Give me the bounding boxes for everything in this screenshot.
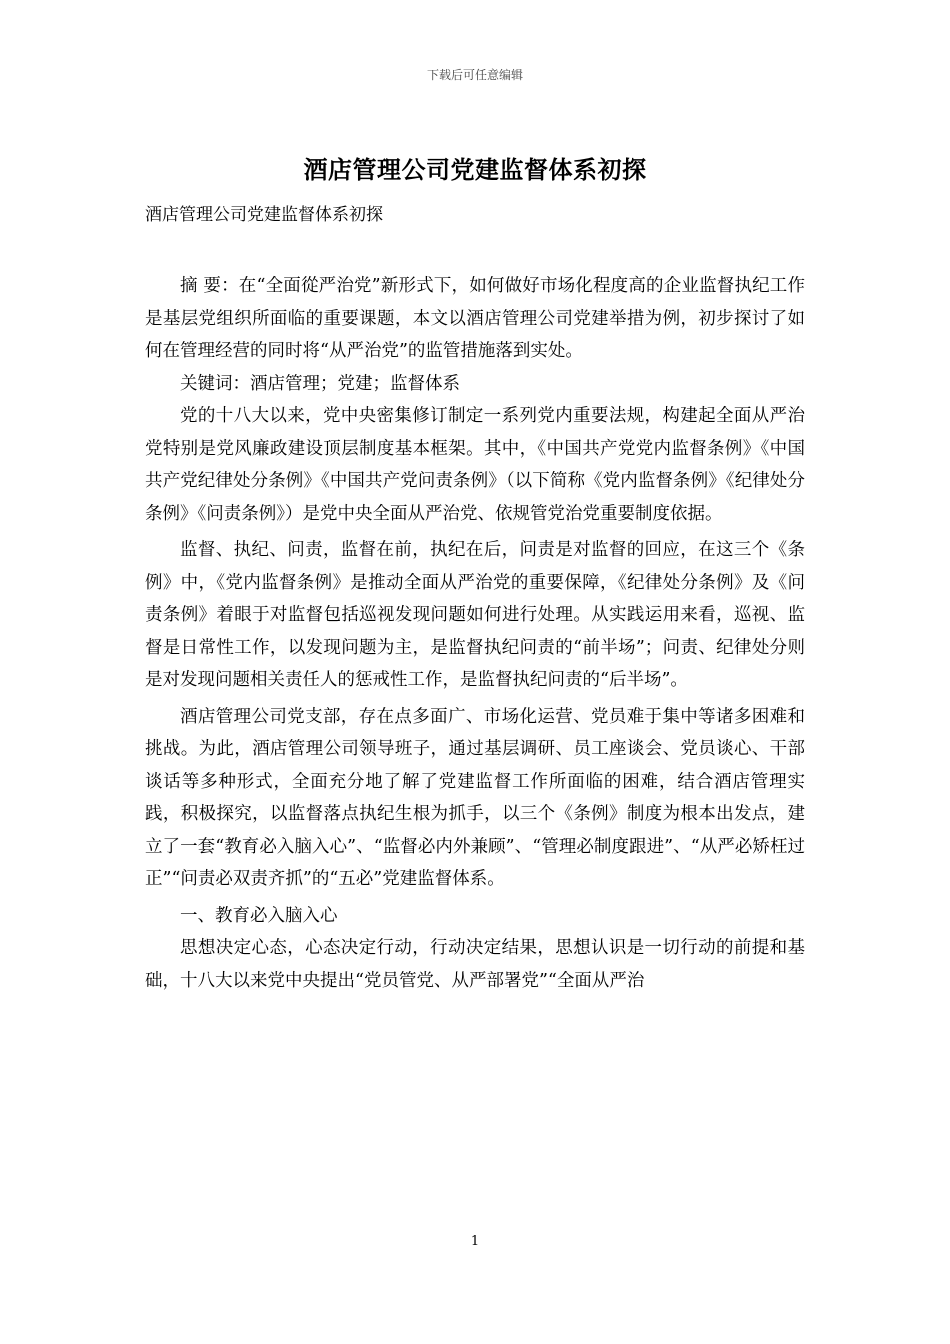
- document-body: [145, 270, 805, 997]
- document-subtitle: 酒店管理公司党建监督体系初探: [145, 205, 383, 225]
- body-paragraph: 酒店管理公司党支部，存在点多面广、市场化运营、党员难于集中等诸多困难和挑战。为此，酒店管理公司领导班子，通过基层调研、员工座谈会、党员谈心、干部谈话等多种形式，全面充分地了解了党建监督工作所面临的困难，结合酒店管理实践，积极探究，以监督落点执纪生根为抓手，以三个《条例》制度为根本出发点，建立了一套“教育必入脑入心”、“监督必内外兼顾”、“管理必制度跟进”、“从严必矫枉过正”“问责必双责齐抓”的“五必”党建监督体系。: [145, 706, 805, 889]
- abstract-paragraph: 摘 要：在“全面從严治党”新形式下，如何做好市场化程度高的企业监督执纪工作是基层党组织所面临的重要课题，本文以酒店管理公司党建举措为例，初步探讨了如何在管理经营的同时将“从严治党”的监管措施落到实处。: [145, 276, 805, 361]
- body-paragraph: 监督、执纪、问责，监督在前，执纪在后，问责是对监督的回应，在这三个《条例》中，《党内监督条例》是推动全面从严治党的重要保障，《纪律处分条例》及《问责条例》着眼于对监督包括巡视发现问题如何进行处理。从实践运用来看，巡视、监督是日常性工作，以发现问题为主，是监督执纪问责的“前半场”；问责、纪律处分则是对发现问题相关责任人的惩戒性工作，是监督执纪问责的“后半场”。: [145, 540, 805, 690]
- document-title: 酒店管理公司党建监督体系初探: [303, 155, 647, 184]
- header-note: 下载后可任意编辑: [426, 68, 523, 82]
- page-number: 1: [470, 1234, 480, 1249]
- body-paragraph: 思想决定心态，心态决定行动，行动决定结果，思想认识是一切行动的前提和基础，十八大以来党中央提出“党员管党、从严部署党”“全面从严治: [145, 938, 805, 991]
- body-paragraph: 党的十八大以来，党中央密集修订制定一系列党内重要法规，构建起全面从严治党特别是党风廉政建设顶层制度基本框架。其中，《中国共产党党内监督条例》《中国共产党纪律处分条例》《中国共产党问责条例》（以下简称《党内监督条例》《纪律处分条例》《问责条例》）是党中央全面从严治党、依规管党治党重要制度依据。: [145, 406, 805, 524]
- keywords-paragraph: 关键词：酒店管理；党建；监督体系: [180, 373, 460, 394]
- section-heading: 一、教育必入脑入心: [180, 905, 338, 926]
